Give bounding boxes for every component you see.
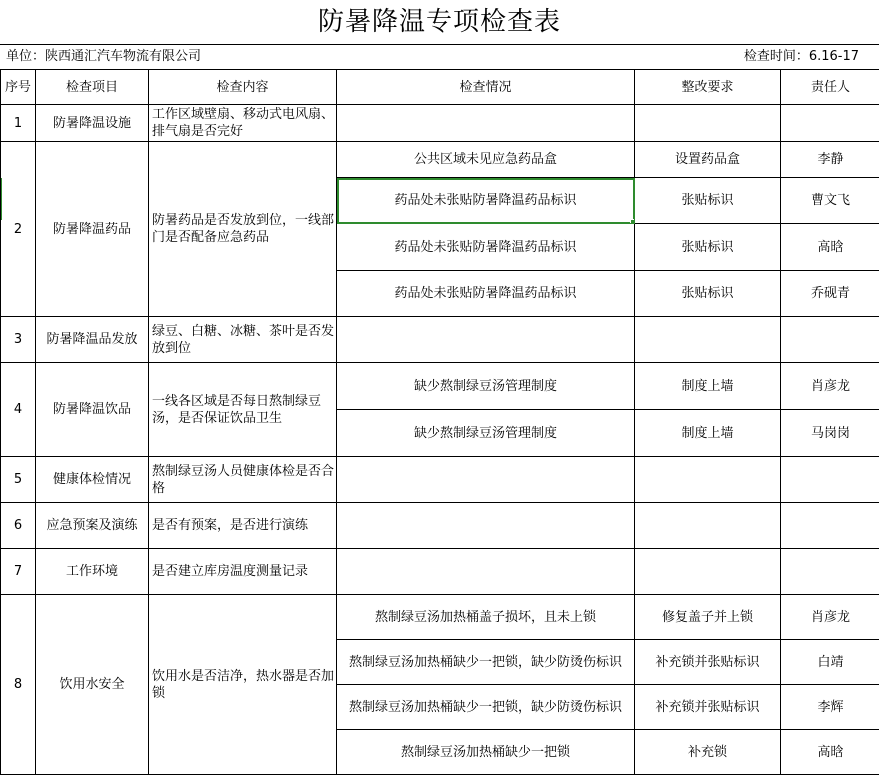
- unit-label[interactable]: 单位：陕西通汇汽车物流有限公司: [6, 45, 201, 69]
- situation-cell[interactable]: 熬制绿豆汤加热桶缺少一把锁: [337, 730, 635, 775]
- row-number-cell[interactable]: 5: [1, 457, 36, 503]
- person-cell[interactable]: 高晗: [781, 224, 879, 271]
- check-content-cell[interactable]: 是否建立库房温度测量记录: [149, 549, 337, 595]
- situation-cell[interactable]: [337, 317, 635, 363]
- requirement-cell[interactable]: 张贴标识: [635, 178, 781, 224]
- requirement-cell[interactable]: 补充锁并张贴标识: [635, 640, 781, 685]
- row-number-cell[interactable]: 4: [1, 363, 36, 457]
- requirement-cell[interactable]: 设置药品盒: [635, 142, 781, 178]
- requirement-cell[interactable]: 制度上墙: [635, 363, 781, 410]
- inspection-table: [0, 69, 879, 775]
- check-item-cell[interactable]: 防暑降温药品: [36, 142, 149, 317]
- check-content-cell[interactable]: 熬制绿豆汤人员健康体检是否合格: [149, 457, 337, 503]
- person-cell[interactable]: 白靖: [781, 640, 879, 685]
- person-cell[interactable]: [781, 457, 879, 503]
- check-content-cell[interactable]: 绿豆、白糖、冰糖、茶叶是否发放到位: [149, 317, 337, 363]
- requirement-cell[interactable]: 张贴标识: [635, 271, 781, 317]
- person-cell[interactable]: 乔砚青: [781, 271, 879, 317]
- row-number-cell[interactable]: 3: [1, 317, 36, 363]
- situation-cell[interactable]: [337, 457, 635, 503]
- requirement-cell[interactable]: [635, 549, 781, 595]
- person-cell[interactable]: [781, 317, 879, 363]
- requirement-cell[interactable]: 制度上墙: [635, 410, 781, 457]
- check-item-cell[interactable]: 防暑降温品发放: [36, 317, 149, 363]
- requirement-cell[interactable]: [635, 457, 781, 503]
- check-item-cell[interactable]: 防暑降温设施: [36, 105, 149, 142]
- requirement-cell[interactable]: 补充锁并张贴标识: [635, 685, 781, 730]
- header-person[interactable]: 责任人: [781, 70, 879, 105]
- table-row: [1, 595, 879, 640]
- check-item-cell[interactable]: 应急预案及演练: [36, 503, 149, 549]
- situation-cell[interactable]: [337, 549, 635, 595]
- unit-row: [0, 44, 879, 69]
- table-row: [1, 363, 879, 410]
- check-item-cell[interactable]: 防暑降温饮品: [36, 363, 149, 457]
- situation-cell[interactable]: [337, 105, 635, 142]
- situation-cell[interactable]: 药品处未张贴防暑降温药品标识: [337, 178, 635, 224]
- header-situation[interactable]: 检查情况: [337, 70, 635, 105]
- row-number-cell[interactable]: 1: [1, 105, 36, 142]
- situation-cell[interactable]: [337, 503, 635, 549]
- person-cell[interactable]: 曹文飞: [781, 178, 879, 224]
- requirement-cell[interactable]: [635, 317, 781, 363]
- check-content-cell[interactable]: 一线各区域是否每日熬制绿豆汤，是否保证饮品卫生: [149, 363, 337, 457]
- check-item-cell[interactable]: 饮用水安全: [36, 595, 149, 775]
- table-row: [1, 317, 879, 363]
- person-cell[interactable]: [781, 105, 879, 142]
- sheet-title[interactable]: 防暑降温专项检查表: [0, 0, 879, 44]
- row-number-cell[interactable]: 8: [1, 595, 36, 775]
- check-content-cell[interactable]: 防暑药品是否发放到位，一线部门是否配备应急药品: [149, 142, 337, 317]
- situation-cell[interactable]: 缺少熬制绿豆汤管理制度: [337, 410, 635, 457]
- person-cell[interactable]: 肖彦龙: [781, 595, 879, 640]
- row-number-cell[interactable]: 7: [1, 549, 36, 595]
- person-cell[interactable]: [781, 503, 879, 549]
- check-content-cell[interactable]: 工作区域壁扇、移动式电风扇、排气扇是否完好: [149, 105, 337, 142]
- requirement-cell[interactable]: 修复盖子并上锁: [635, 595, 781, 640]
- check-content-cell[interactable]: 是否有预案，是否进行演练: [149, 503, 337, 549]
- situation-cell[interactable]: 熬制绿豆汤加热桶缺少一把锁，缺少防烫伤标识: [337, 640, 635, 685]
- row-number-cell[interactable]: 2: [1, 142, 36, 317]
- person-cell[interactable]: 高晗: [781, 730, 879, 775]
- check-content-cell[interactable]: 饮用水是否洁净，热水器是否加锁: [149, 595, 337, 775]
- requirement-cell[interactable]: 补充锁: [635, 730, 781, 775]
- check-item-cell[interactable]: 健康体检情况: [36, 457, 149, 503]
- header-content[interactable]: 检查内容: [149, 70, 337, 105]
- requirement-cell[interactable]: [635, 503, 781, 549]
- situation-cell[interactable]: 熬制绿豆汤加热桶盖子损坏，且未上锁: [337, 595, 635, 640]
- situation-cell[interactable]: 药品处未张贴防暑降温药品标识: [337, 224, 635, 271]
- table-row: [1, 549, 879, 595]
- table-row: [1, 105, 879, 142]
- table-row: [1, 503, 879, 549]
- situation-cell[interactable]: 公共区域未见应急药品盒: [337, 142, 635, 178]
- requirement-cell[interactable]: 张贴标识: [635, 224, 781, 271]
- header-requirement[interactable]: 整改要求: [635, 70, 781, 105]
- requirement-cell[interactable]: [635, 105, 781, 142]
- header-no[interactable]: 序号: [1, 70, 36, 105]
- situation-cell[interactable]: 熬制绿豆汤加热桶缺少一把锁，缺少防烫伤标识: [337, 685, 635, 730]
- person-cell[interactable]: 李静: [781, 142, 879, 178]
- table-row: [1, 142, 879, 178]
- person-cell[interactable]: 马岗岗: [781, 410, 879, 457]
- row-number-cell[interactable]: 6: [1, 503, 36, 549]
- header-row: [1, 70, 879, 105]
- table-row: [1, 457, 879, 503]
- person-cell[interactable]: [781, 549, 879, 595]
- inspection-date[interactable]: 检查时间：6.16-17: [744, 45, 859, 69]
- situation-cell[interactable]: 药品处未张贴防暑降温药品标识: [337, 271, 635, 317]
- check-item-cell[interactable]: 工作环境: [36, 549, 149, 595]
- situation-cell[interactable]: 缺少熬制绿豆汤管理制度: [337, 363, 635, 410]
- person-cell[interactable]: 李辉: [781, 685, 879, 730]
- person-cell[interactable]: 肖彦龙: [781, 363, 879, 410]
- header-item[interactable]: 检查项目: [36, 70, 149, 105]
